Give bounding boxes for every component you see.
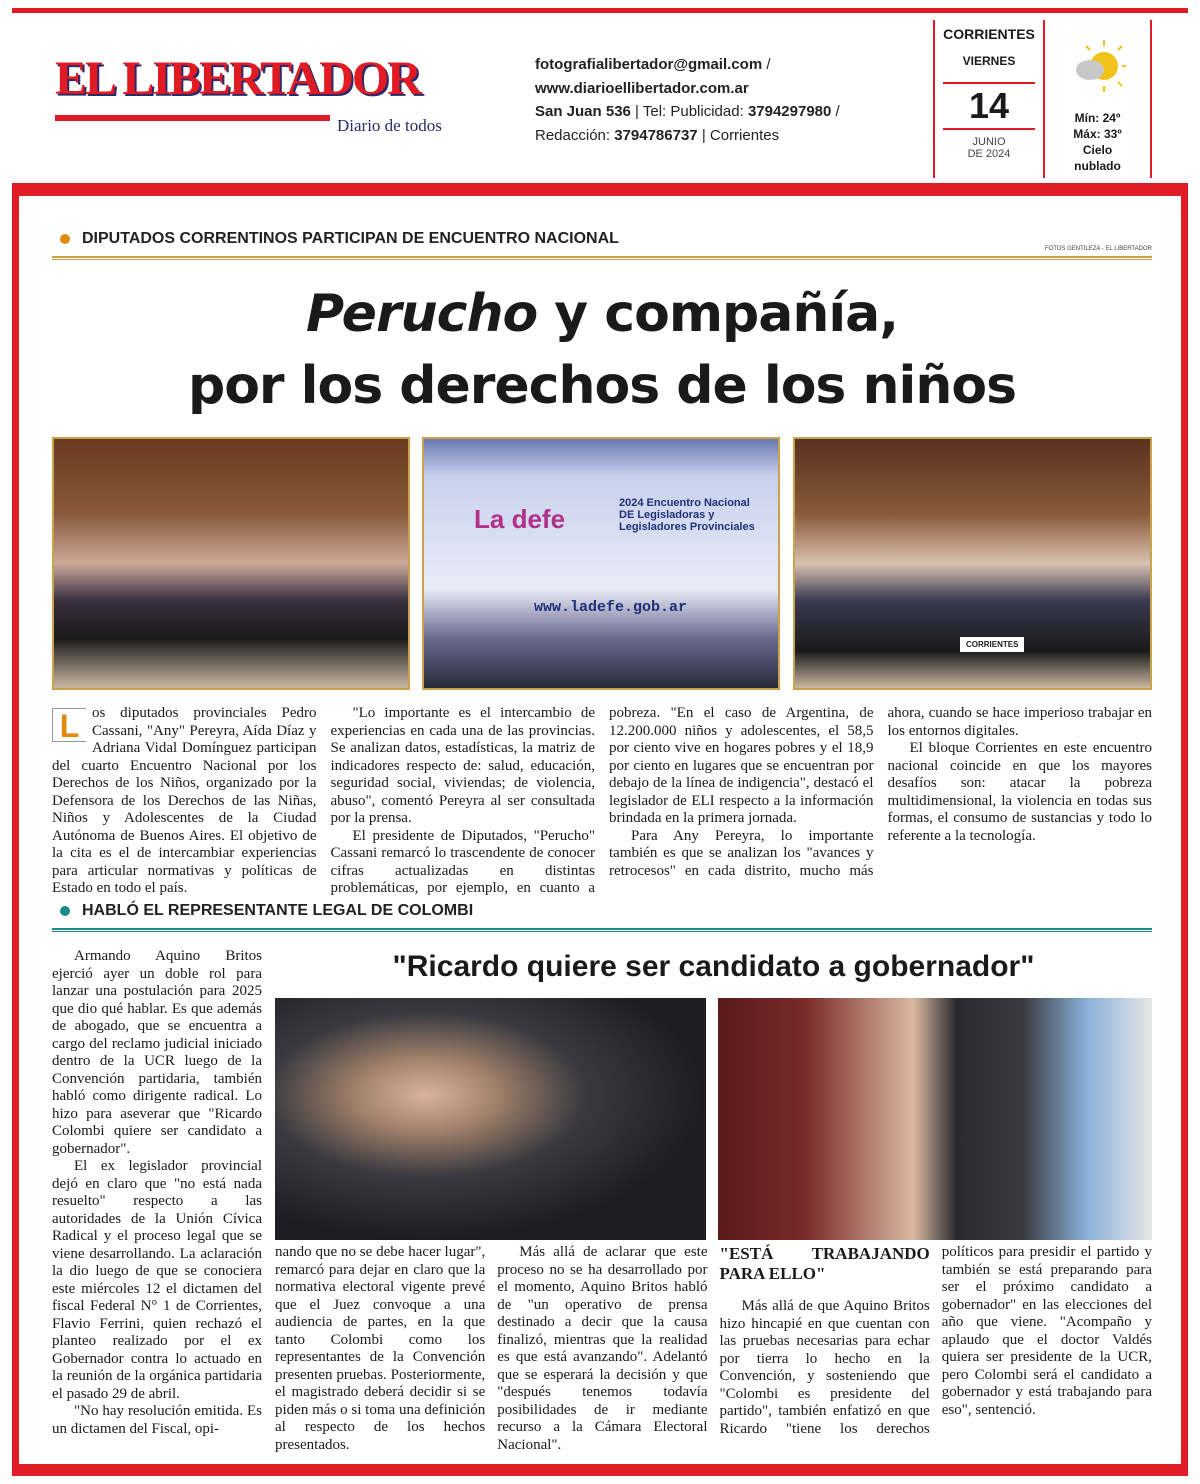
weather-min: Mín: 24º <box>1074 111 1121 125</box>
redaccion-label: Redacción: <box>535 126 611 144</box>
paragraph: "No hay resolución emitida. Es un dictamen del Fiscal, opi- <box>52 1403 262 1437</box>
date-day: 14 <box>968 85 1010 126</box>
weather-max: Máx: 33º <box>1073 127 1122 141</box>
top-rule <box>12 8 1188 13</box>
paragraph: El ex legislador provincial dejó en claro que "no está nada resuelto" respecto a las autoridades de la Unión Cívica Radical y el proceso legal que se viene desarrollando. La aclaración la dio luego de que se conociera este miércoles 12 el dictamen del fiscal Federal N° 1 de Corrientes, Flavio Ferrini, quien rechazó el planteo realizado por el ex Gobernador contra lo actuado en la reunión de la orgánica partidaria el pasado 29 de abril. <box>52 1158 262 1402</box>
city: Corrientes <box>709 126 780 144</box>
paragraph: Armando Aquino Britos ejerció ayer un doble rol para lanzar una postulación para 2025 que dio qué hablar. Es que además de abogado, que se encuentra a cargo del reclamo judicial iniciado dentro de la UCR luego de la Convención partidaria, también habló como dirigente radical. Lo hizo para aseverar que "Ricardo Colombi quiere ser candidato a gobernador". <box>52 948 262 1157</box>
article-body <box>275 1244 1152 1454</box>
kicker-text: HABLÓ EL REPRESENTANTE LEGAL DE COLOMBI <box>82 902 474 919</box>
headline-line2: por los derechos de los niños <box>187 356 1017 416</box>
header-bottom-bar <box>12 183 1188 196</box>
paragraph: Para Any Pereyra, lo importante también es que se analizan los "avances y retrocesos" en cada distrito, mucho más ahora, cuando se hace imperioso trabajar en los entornos digitales. <box>609 705 1152 879</box>
date-city: CORRIENTES <box>943 26 1035 42</box>
weather-condition: nublado <box>1074 159 1121 173</box>
frame-left <box>12 196 19 1476</box>
tel: 3794297980 <box>747 103 832 120</box>
kicker-text: DIPUTADOS CORRENTINOS PARTICIPAN DE ENCUENTRO NACIONAL <box>82 230 619 247</box>
screen-url: www.ladefe.gob.ar <box>534 599 688 616</box>
paragraph: Más allá de que Aquino Britos hizo hincapié en que cuentan con las pruebas necesarias para echar por tierra lo hecho en la Convención, y sosteniendo que "Colombi es presidente del partido", también enfatizó en que Ricardo "tiene los derechos políticos para presidir el partido y también se está preparando para ser el próximo candidato a gobernador" en las elecciones del año que viene. "Acompaño y aplaudo que el doctor Valdés quiera ser presidente de la UCR, pero Colombi será el candidato a gobernador y está trabajando para eso", sentenció. <box>719 1244 1152 1437</box>
headline: "Ricardo quiere ser candidato a gobernador" <box>392 950 1035 983</box>
date-weekday: VIERNES <box>962 54 1016 68</box>
date-month: JUNIO <box>972 136 1006 148</box>
kicker-rule <box>52 256 1152 260</box>
tagline: Diario de todos <box>337 116 442 135</box>
screen-logo: La defe <box>474 504 566 534</box>
tel-label: Tel: Publicidad: <box>642 103 744 120</box>
logo-underline <box>55 115 330 121</box>
date-box <box>935 20 1043 160</box>
screen-title: 2024 Encuentro Nacional DE Legisladoras y Legisladores Provinciales <box>619 497 755 533</box>
masthead-logo: EL LIBERTADOR <box>55 52 420 105</box>
partly-cloudy-icon <box>1068 36 1128 96</box>
paragraph: "Lo importante es el intercambio de experiencias en cada una de las provincias. Se analizan datos, estadísticas, la matriz de indicadores respecto de: salud, educación, seguridad social, viviendas; de violencia, abuso", comentó Pereyra al ser consultada por la prensa. <box>330 705 595 826</box>
paragraph: El presidente de Diputados, "Perucho" Cassani remarcó lo trascendente de conocer cifras actualizadas en distintas problemáticas, por ejemplo, en cuanto a pobreza. "En el caso de Argentina, de 12.200.000 niños y adolescentes, el 58,5 por ciento vive en hogares pobres y el 18,9 por ciento en lugares que se encuentran por debajo de la línea de indigencia", destacó el legislador de ELI respecto a la información brindada en la primera jornada. <box>330 705 874 896</box>
date-year: DE 2024 <box>967 148 1011 160</box>
weather-condition: Cielo <box>1082 143 1113 157</box>
redaccion-tel: 3794786737 <box>614 126 698 144</box>
address: San Juan 536 <box>535 103 631 120</box>
photo-credit: FOTOS GENTILEZA - EL LIBERTADOR <box>1044 246 1152 252</box>
placard: CORRIENTES <box>960 637 1024 652</box>
photo-legislators-table <box>52 437 410 690</box>
photo-speaker-book <box>718 998 1152 1240</box>
website-link[interactable]: www.diarioellibertador.com.ar <box>535 79 749 97</box>
article-left-column <box>52 948 262 1438</box>
photo-conference-screen <box>422 437 780 690</box>
headline-text: y compañía, <box>537 284 899 344</box>
bullet-icon <box>60 906 70 916</box>
headline-italic: Perucho <box>305 284 538 344</box>
bullet-icon <box>60 234 70 244</box>
photo-aquino-britos <box>275 998 706 1240</box>
paragraph: nando que no se debe hacer lugar", remarcó para dejar en claro que la normativa electoral vigente prevé que el Juez convoque a una audiencia de partes, en la que tanto Colombi como los representantes de la Convención presenten pruebas. Posteriormente, el magistrado deberá decidir si se piden más o si toma una definición al respecto de los hechos presentados. <box>275 1244 486 1453</box>
section-kicker <box>60 230 619 248</box>
paragraph: Más allá de aclarar que este proceso no se ha desarrollado por el momento, Aquino Britos habló de "un operativo de prensa destinado a decir que la causa finalizó, mientras que la realidad es que está avanzando". Adelantó que se esperará la decisión y que "después tenemos todavía posibilidades de ir mediante recurso a la Cámara Electoral Nacional". <box>497 1244 708 1453</box>
article-body <box>52 705 1152 898</box>
kicker-rule <box>52 928 1152 932</box>
subheading: "ESTÁ TRABAJANDO PARA ELLO" <box>719 1244 930 1283</box>
headline <box>52 278 1152 422</box>
paragraph: os diputados provinciales Pedro Cassani, "Any" Pereyra, Aída Díaz y Adriana Vidal Domínguez participan del cuarto Encuentro Nacional por los Derechos de los Niños, organizado por la Defensora de los Derechos de las Niñas, Niños y Adolescentes de la Ciudad Autónoma de Buenos Aires. El objetivo de la cita es el de intercambiar experiencias para articular normativas y políticas de Estado en todo el país. <box>52 705 317 896</box>
email-link[interactable]: fotografialibertador@gmail.com <box>535 56 763 73</box>
paragraph: El bloque Corrientes en este encuentro nacional coincide en que los mayores desafíos son: atacar la pobreza multidimensional, la violencia en todas sus formas, el consumo de sustancias y todo lo referente a la tecnología. <box>887 740 1152 844</box>
contact-info: fotografialibertador@gmail.com / www.diarioellibertador.com.ar San Juan 536 | Tel: Publicidad: 3794297980 / Redacción: 3794786737 | Corrientes <box>535 56 840 144</box>
frame-right <box>1181 196 1188 1476</box>
weather-box <box>1045 20 1150 174</box>
divider <box>1150 20 1152 178</box>
frame-bottom <box>12 1464 1188 1476</box>
photo-corrientes-delegation <box>793 437 1152 690</box>
section-kicker <box>60 902 473 920</box>
drop-cap: L <box>52 708 86 742</box>
